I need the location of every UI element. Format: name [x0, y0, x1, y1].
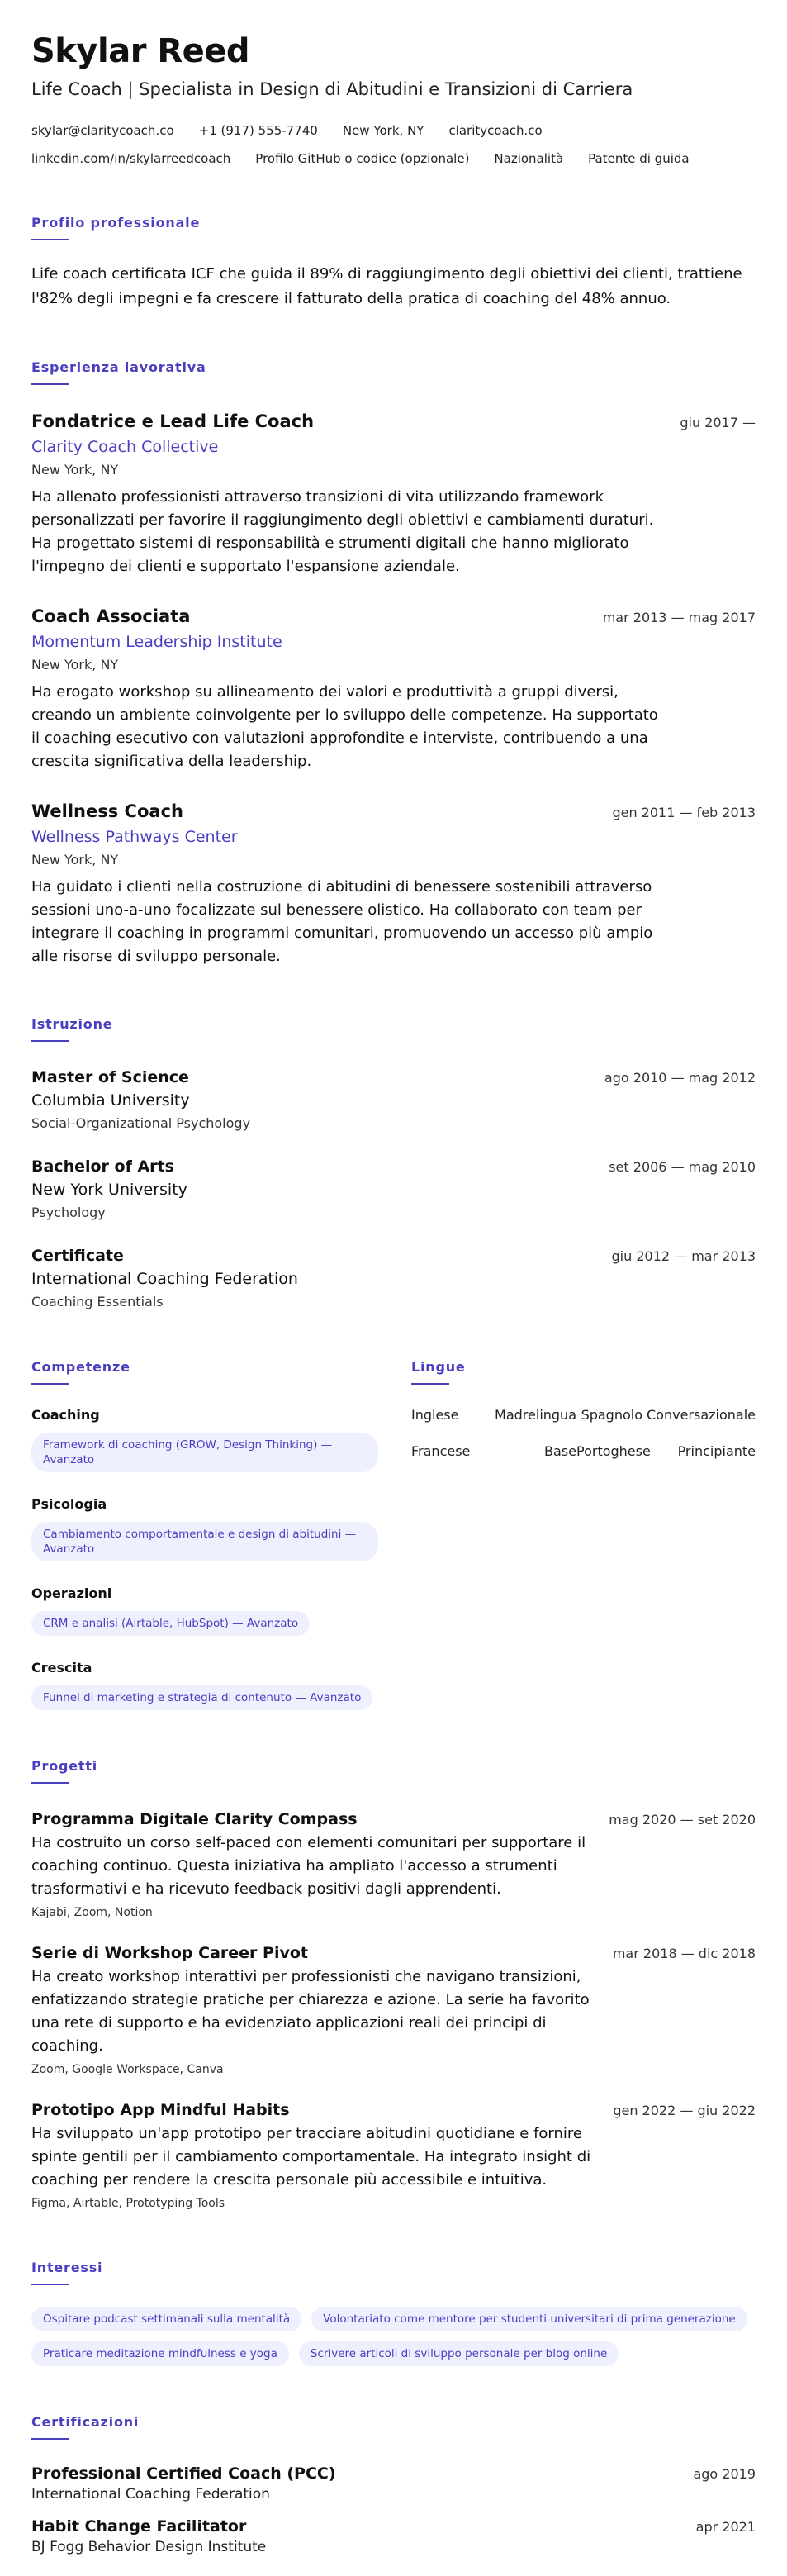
job-description: Ha allenato professionisti attraverso transizioni di vita utilizzando framework personalizzati per favorire il raggiungimento degli obiettivi e cambiamenti duraturi. Ha progettato sistemi di responsabilità e strumenti digitali che hanno migliorato l'impegno dei clienti e supportato l'espansione aziendale. — [31, 488, 654, 575]
certification-date: ago 2019 — [693, 2466, 756, 2482]
education-school: Columbia University — [31, 1091, 190, 1110]
education-item — [31, 1067, 756, 1133]
projects-section — [31, 1758, 756, 2212]
project-description: Ha costruito un corso self-paced con elementi comunitari per supportare il coaching continuo. Questa iniziativa ha ampliato l'accesso a strumenti trasformativi e ha ricevuto feedback positivi dagli apprendenti. — [31, 1834, 586, 1898]
job-company: Momentum Leadership Institute — [31, 633, 282, 651]
job-dates: gen 2011 — feb 2013 — [612, 805, 756, 820]
education-degree: Bachelor of Arts — [31, 1157, 174, 1176]
project-name: Serie di Workshop Career Pivot — [31, 1944, 308, 1962]
section-title-languages: Lingue — [411, 1359, 756, 1385]
contact-email[interactable]: skylar@claritycoach.co — [31, 123, 174, 138]
job-role: Wellness Coach — [31, 801, 183, 821]
section-title-profile: Profilo professionale — [31, 215, 756, 240]
project-item — [31, 1942, 756, 2078]
certifications-section — [31, 2414, 756, 2557]
education-dates: giu 2012 — mar 2013 — [611, 1248, 756, 1264]
contact-linkedin[interactable]: linkedin.com/in/skylarreedcoach — [31, 151, 231, 166]
job-dates: giu 2017 — — [680, 415, 756, 430]
certification-date: apr 2021 — [695, 2519, 756, 2535]
language-level: Base — [544, 1443, 576, 1459]
language-name: Portoghese — [576, 1443, 651, 1459]
education-field: Coaching Essentials — [31, 1294, 164, 1309]
section-title-skills: Competenze — [31, 1359, 411, 1385]
language-level: Principiante — [677, 1443, 756, 1459]
project-tools: Zoom, Google Workspace, Canva — [31, 2063, 224, 2076]
skill-category: Crescita — [31, 1660, 92, 1675]
language-row — [411, 1406, 756, 1424]
interests-section — [31, 2260, 756, 2366]
job-company: Clarity Coach Collective — [31, 438, 219, 456]
education-school: International Coaching Federation — [31, 1270, 298, 1288]
contact-nationality: Nazionalità — [494, 151, 564, 166]
education-field: Social-Organizational Psychology — [31, 1115, 251, 1131]
job-description: Ha erogato workshop su allineamento dei valori e produttività a gruppi diversi, creando un ambiente coinvolgente per lo sviluppo delle competenze. Ha supportato il coaching esecutivo con valutazioni approfondite e interviste, contribuendo a una crescita significativa della leadership. — [31, 683, 658, 770]
skills-languages-section — [31, 1359, 756, 1710]
education-section — [31, 1016, 756, 1311]
job-dates: mar 2013 — mag 2017 — [602, 610, 756, 625]
skill-chip: Framework di coaching (GROW, Design Thinking) — Avanzato — [31, 1433, 378, 1472]
experience-item — [31, 800, 756, 968]
education-school: New York University — [31, 1181, 187, 1199]
language-name: Inglese — [411, 1407, 459, 1423]
contact-location: New York, NY — [342, 123, 424, 138]
project-tools: Figma, Airtable, Prototyping Tools — [31, 2197, 225, 2210]
skill-group — [31, 1659, 411, 1710]
section-title-experience: Esperienza lavorativa — [31, 359, 756, 385]
interest-chip: Praticare meditazione mindfulness e yoga — [31, 2341, 289, 2366]
project-name: Prototipo App Mindful Habits — [31, 2101, 290, 2119]
language-level: Madrelingua — [495, 1407, 576, 1423]
language-level: Conversazionale — [647, 1407, 756, 1423]
language-name: Francese — [411, 1443, 471, 1459]
project-description: Ha sviluppato un'app prototipo per tracciare abitudini quotidiane e fornire spinte gentili per il cambiamento comportamentale. Ha integrato insight di coaching per rendere la crescita personale più accessibile e intuitiva. — [31, 2125, 591, 2189]
certification-item — [31, 2463, 756, 2504]
project-dates: mag 2020 — set 2020 — [609, 1812, 756, 1827]
education-field: Psychology — [31, 1205, 106, 1220]
project-item — [31, 1808, 756, 1921]
experience-item — [31, 605, 756, 773]
skill-group — [31, 1406, 411, 1472]
education-dates: set 2006 — mag 2010 — [609, 1159, 756, 1175]
job-location: New York, NY — [31, 852, 119, 867]
education-item — [31, 1156, 756, 1222]
section-title-education: Istruzione — [31, 1016, 756, 1042]
language-name: Spagnolo — [581, 1407, 642, 1423]
job-location: New York, NY — [31, 657, 119, 673]
education-degree: Master of Science — [31, 1068, 189, 1086]
section-title-interests: Interessi — [31, 2260, 756, 2285]
experience-section — [31, 359, 756, 968]
education-dates: ago 2010 — mag 2012 — [604, 1070, 756, 1086]
job-role: Coach Associata — [31, 606, 191, 626]
education-degree: Certificate — [31, 1247, 124, 1265]
project-description: Ha creato workshop interattivi per professionisti che navigano transizioni, enfatizzando strategie pratiche per chiarezza e azione. La serie ha favorito una rete di supporto e ha evidenziato applicazioni reali dei principi di coaching. — [31, 1968, 590, 2055]
certification-issuer: International Coaching Federation — [31, 2486, 270, 2502]
resume-header — [31, 30, 756, 167]
contact-row-secondary — [31, 150, 756, 167]
project-dates: gen 2022 — giu 2022 — [613, 2103, 756, 2118]
skills-column — [31, 1359, 411, 1710]
section-title-projects: Progetti — [31, 1758, 756, 1784]
skill-category: Psicologia — [31, 1496, 107, 1512]
section-title-certifications: Certificazioni — [31, 2414, 756, 2440]
project-dates: mar 2018 — dic 2018 — [612, 1946, 756, 1961]
skill-chip: Cambiamento comportamentale e design di abitudini — Avanzato — [31, 1522, 378, 1561]
interest-chip: Ospitare podcast settimanali sulla mentalità — [31, 2307, 301, 2331]
experience-item — [31, 410, 756, 578]
certification-item — [31, 2516, 756, 2557]
contact-row-primary — [31, 122, 756, 139]
contact-website[interactable]: claritycoach.co — [448, 123, 543, 138]
profile-section — [31, 215, 756, 311]
skill-category: Coaching — [31, 1407, 100, 1423]
project-item — [31, 2099, 756, 2212]
candidate-name: Skylar Reed — [31, 32, 250, 70]
project-name: Programma Digitale Clarity Compass — [31, 1810, 358, 1828]
profile-summary: Life coach certificata ICF che guida il 89% di raggiungimento degli obiettivi dei clienti, trattiene l'82% degli impegni e fa crescere il fatturato della pratica di coaching del 48% annuo. — [31, 265, 742, 307]
interests-list — [31, 2307, 756, 2366]
skill-category: Operazioni — [31, 1585, 112, 1601]
skill-chip: Funnel di marketing e strategia di contenuto — Avanzato — [31, 1685, 372, 1710]
job-role: Fondatrice e Lead Life Coach — [31, 411, 315, 431]
job-company: Wellness Pathways Center — [31, 828, 238, 846]
candidate-headline: Life Coach | Specialista in Design di Abitudini e Transizioni di Carriera — [31, 79, 633, 99]
skill-chip: CRM e analisi (Airtable, HubSpot) — Avanzato — [31, 1611, 310, 1636]
contact-driving-license: Patente di guida — [588, 151, 690, 166]
education-item — [31, 1245, 756, 1311]
interest-chip: Scrivere articoli di sviluppo personale per blog online — [299, 2341, 619, 2366]
project-tools: Kajabi, Zoom, Notion — [31, 1906, 153, 1919]
interest-chip: Volontariato come mentore per studenti universitari di prima generazione — [311, 2307, 747, 2331]
skill-group — [31, 1585, 411, 1636]
contact-phone[interactable]: +1 (917) 555-7740 — [198, 123, 318, 138]
job-location: New York, NY — [31, 462, 119, 478]
skill-group — [31, 1495, 411, 1561]
certification-issuer: BJ Fogg Behavior Design Institute — [31, 2539, 267, 2555]
language-row — [411, 1442, 756, 1461]
job-description: Ha guidato i clienti nella costruzione di abitudini di benessere sostenibili attraverso sessioni uno-a-uno focalizzate sul benessere olistico. Ha collaborato con team per integrare il coaching in programmi comunitari, promuovendo un accesso più ampio alle risorse di sviluppo personale. — [31, 878, 653, 965]
contact-github[interactable]: Profilo GitHub o codice (opzionale) — [255, 151, 470, 166]
languages-column — [411, 1359, 756, 1710]
certification-name: Professional Certified Coach (PCC) — [31, 2464, 336, 2483]
certification-name: Habit Change Facilitator — [31, 2517, 247, 2536]
